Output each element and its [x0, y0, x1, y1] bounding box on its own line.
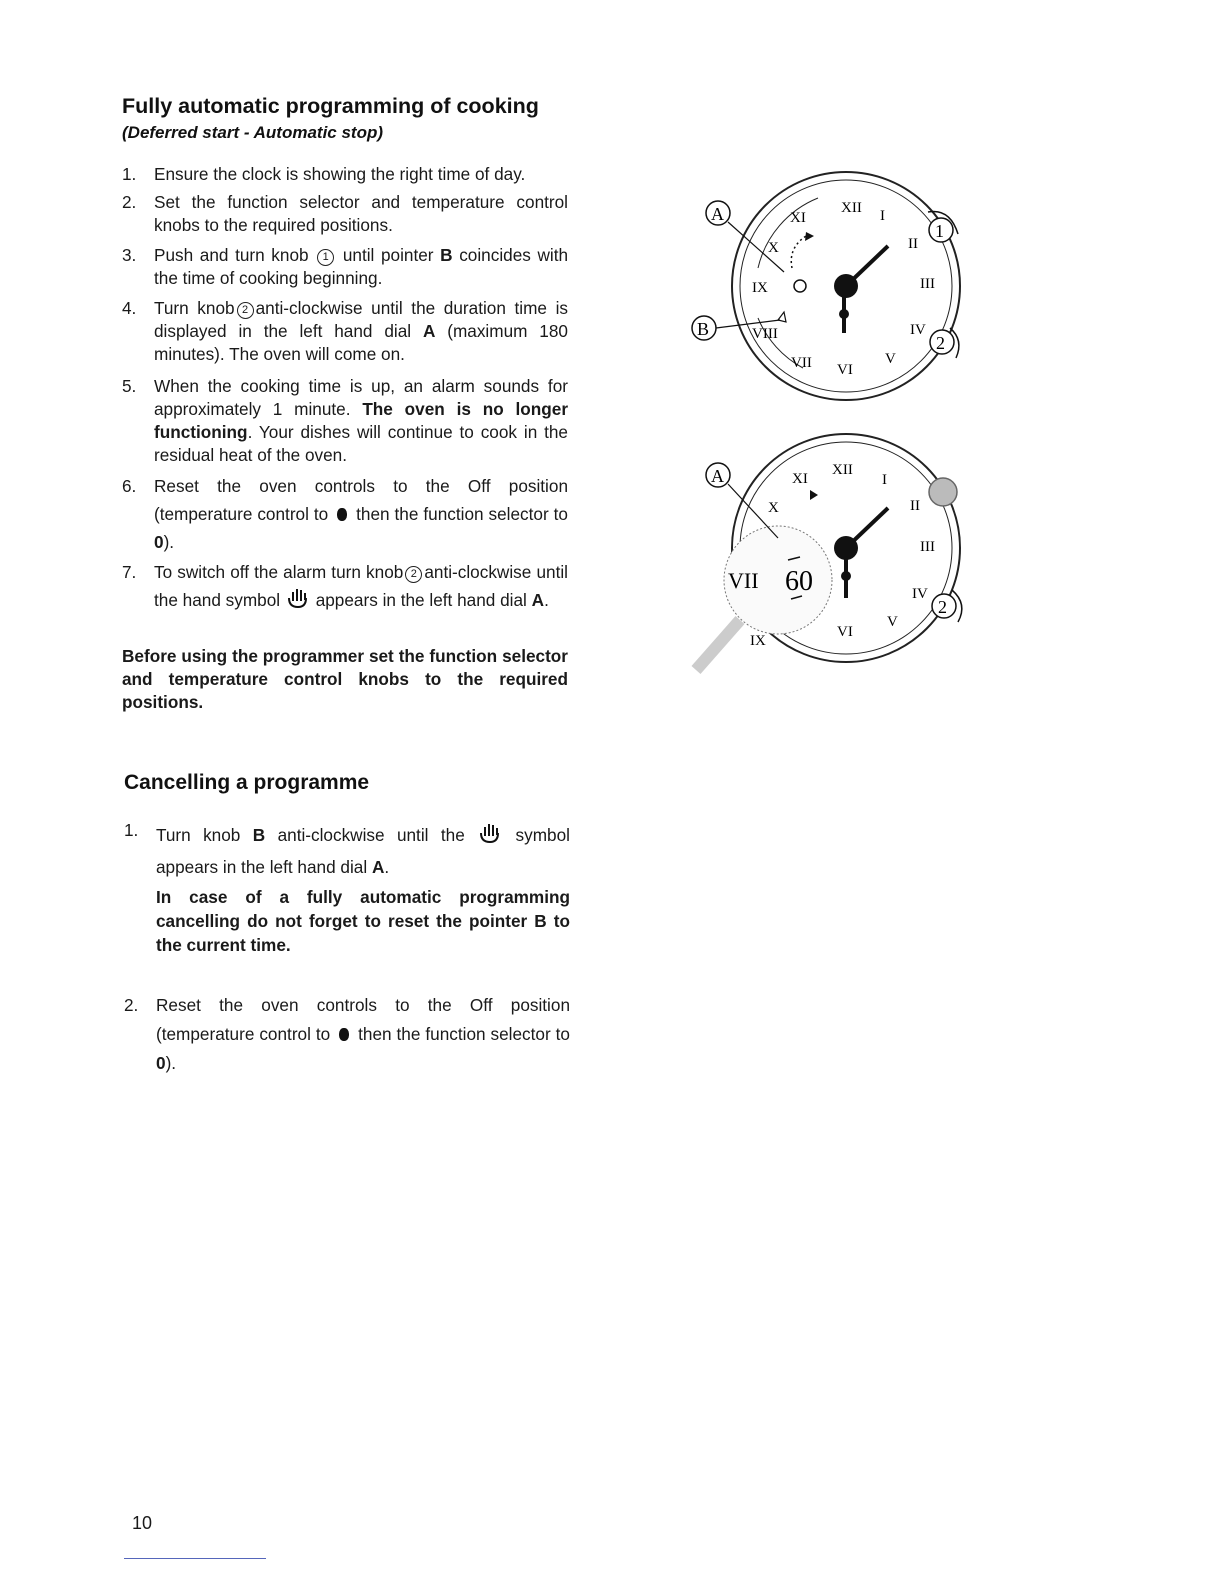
- pointer-b-label: B: [440, 245, 453, 265]
- step-number: 6.: [122, 476, 137, 496]
- numeral-iii: III: [920, 276, 935, 292]
- numeral-i: I: [880, 208, 885, 224]
- numeral-vii: IX: [750, 633, 766, 649]
- section-title: Fully automatic programming of cooking: [122, 94, 539, 118]
- numeral-xii: XII: [832, 462, 853, 478]
- numeral-iii: III: [920, 539, 935, 555]
- step-4: [122, 297, 568, 366]
- pointer-arrow-icon: [805, 232, 814, 241]
- step-text: anti-clockwise until the hand symbol: [154, 562, 568, 610]
- clock-diagram-bottom: [688, 430, 978, 680]
- cancel-step-1: [124, 819, 570, 957]
- cancel-note: In case of a fully automatic programming cancelling do not forget to reset the pointer B to the current time.: [156, 887, 570, 955]
- step-7: [122, 558, 568, 614]
- clock-diagram-top: [688, 168, 978, 408]
- knob-1-symbol: 1: [317, 249, 334, 266]
- numeral-ii: II: [910, 498, 920, 514]
- clock-face-top: [688, 168, 978, 408]
- step-text: anti-clockwise until the: [277, 825, 465, 845]
- dial-a-label: A: [422, 321, 436, 341]
- step-number: 5.: [122, 376, 137, 396]
- step-text: Push and turn knob: [154, 245, 309, 265]
- off-dot-icon: [337, 508, 347, 521]
- step-number: 4.: [122, 298, 137, 318]
- step-text: ).: [165, 1053, 177, 1073]
- numeral-xi: XI: [790, 210, 806, 226]
- step-text: then the function selector to: [356, 504, 568, 524]
- knob-2-label: 2: [938, 597, 947, 617]
- step-1: [122, 163, 568, 186]
- step-number: 2.: [124, 995, 139, 1015]
- step-text: coincides with the time of cooking beginning.: [154, 245, 569, 288]
- numeral-i: I: [882, 472, 887, 488]
- selector-zero: 0: [156, 1053, 166, 1073]
- minutes-display: 60: [785, 566, 813, 597]
- step-text: When the cooking time is up, an alarm sounds for approximately 1 minute.: [154, 376, 568, 419]
- warning-note: Before using the programmer set the function selector and temperature control knobs to the required positions.: [122, 646, 568, 712]
- step-emphasis: The oven is no longer functioning: [154, 399, 569, 442]
- knob-1-pressed: [929, 478, 957, 506]
- step-text: Reset the oven controls to the Off position (temperature control to: [156, 995, 570, 1044]
- numeral-x: X: [768, 240, 779, 256]
- step-text: Reset the oven controls to the Off position (temperature control to: [154, 476, 568, 524]
- step-text: .: [384, 857, 390, 877]
- step-text: Turn knob: [154, 298, 235, 318]
- selector-zero: 0: [154, 532, 164, 552]
- numeral-iv: IV: [912, 586, 928, 602]
- magnifier-handle: [696, 620, 740, 670]
- numeral-x: X: [768, 500, 779, 516]
- pointer-arrow-icon: [810, 490, 818, 500]
- numeral-xii: XII: [841, 200, 862, 216]
- label-a: A: [711, 204, 724, 224]
- programming-steps: [122, 163, 568, 614]
- dial-a-label: A: [371, 857, 385, 877]
- knob-b-label: B: [252, 825, 266, 845]
- hand-symbol-icon: [477, 821, 503, 845]
- clock-face-bottom: [688, 430, 978, 680]
- label-a: A: [711, 466, 724, 486]
- step-text: To switch off the alarm turn knob: [154, 562, 404, 582]
- knob-1-label: 1: [935, 221, 944, 241]
- numeral-ix: IX: [752, 280, 768, 296]
- step-text: (maximum 180 minutes). The oven will come on.: [154, 321, 568, 364]
- off-dot-icon: [339, 1028, 349, 1041]
- step-number: 7.: [122, 562, 137, 582]
- step-text: anti-clockwise until the duration time is displayed in the left hand dial: [154, 298, 568, 341]
- step-5: [122, 375, 568, 467]
- step-2: [122, 191, 568, 237]
- step-text: .: [544, 590, 549, 610]
- step-text: appears in the left hand dial: [315, 590, 527, 610]
- numeral-vii: VII: [791, 355, 812, 371]
- knob-2-label: 2: [936, 333, 945, 353]
- numeral-viii: VIII: [752, 326, 778, 342]
- step-text: symbol appears in the left hand dial: [156, 825, 570, 877]
- section-subtitle: (Deferred start - Automatic stop): [122, 123, 384, 142]
- dial-a-label: A: [531, 590, 545, 610]
- numeral-ii: II: [908, 236, 918, 252]
- step-number: 1.: [124, 820, 139, 840]
- knob-2-symbol: 2: [405, 566, 422, 583]
- step-number: 2.: [122, 192, 137, 212]
- page-number: 10: [132, 1513, 153, 1533]
- numeral-vi: VI: [837, 362, 853, 378]
- step-number: 3.: [122, 245, 137, 265]
- step-text: Ensure the clock is showing the right time of day.: [154, 164, 526, 184]
- step-3: [122, 244, 568, 290]
- step-text: until pointer: [342, 245, 434, 265]
- step-text: . Your dishes will continue to cook in the residual heat of the oven.: [154, 422, 568, 465]
- step-text: then the function selector to: [358, 1024, 570, 1044]
- numeral-v: V: [887, 614, 898, 630]
- step-text: Turn knob: [156, 825, 241, 845]
- numeral-v: V: [885, 351, 896, 367]
- footer-rule: [124, 1558, 266, 1559]
- hand-dial-icon: [794, 280, 806, 292]
- hand-symbol-icon: [285, 586, 311, 610]
- knob-2-symbol: 2: [237, 302, 254, 319]
- numeral-ix: VII: [728, 568, 759, 593]
- step-text: ).: [163, 532, 175, 552]
- numeral-iv: IV: [910, 322, 926, 338]
- label-b: B: [697, 319, 710, 339]
- cancel-step-2: [124, 991, 570, 1078]
- step-6: [122, 472, 568, 556]
- step-text: Set the function selector and temperature control knobs to the required positions.: [154, 192, 568, 235]
- cancel-section-title: Cancelling a programme: [124, 771, 370, 794]
- numeral-vi: VI: [837, 624, 853, 640]
- cancel-steps: [124, 819, 570, 1078]
- step-number: 1.: [122, 164, 137, 184]
- numeral-xi: XI: [792, 471, 808, 487]
